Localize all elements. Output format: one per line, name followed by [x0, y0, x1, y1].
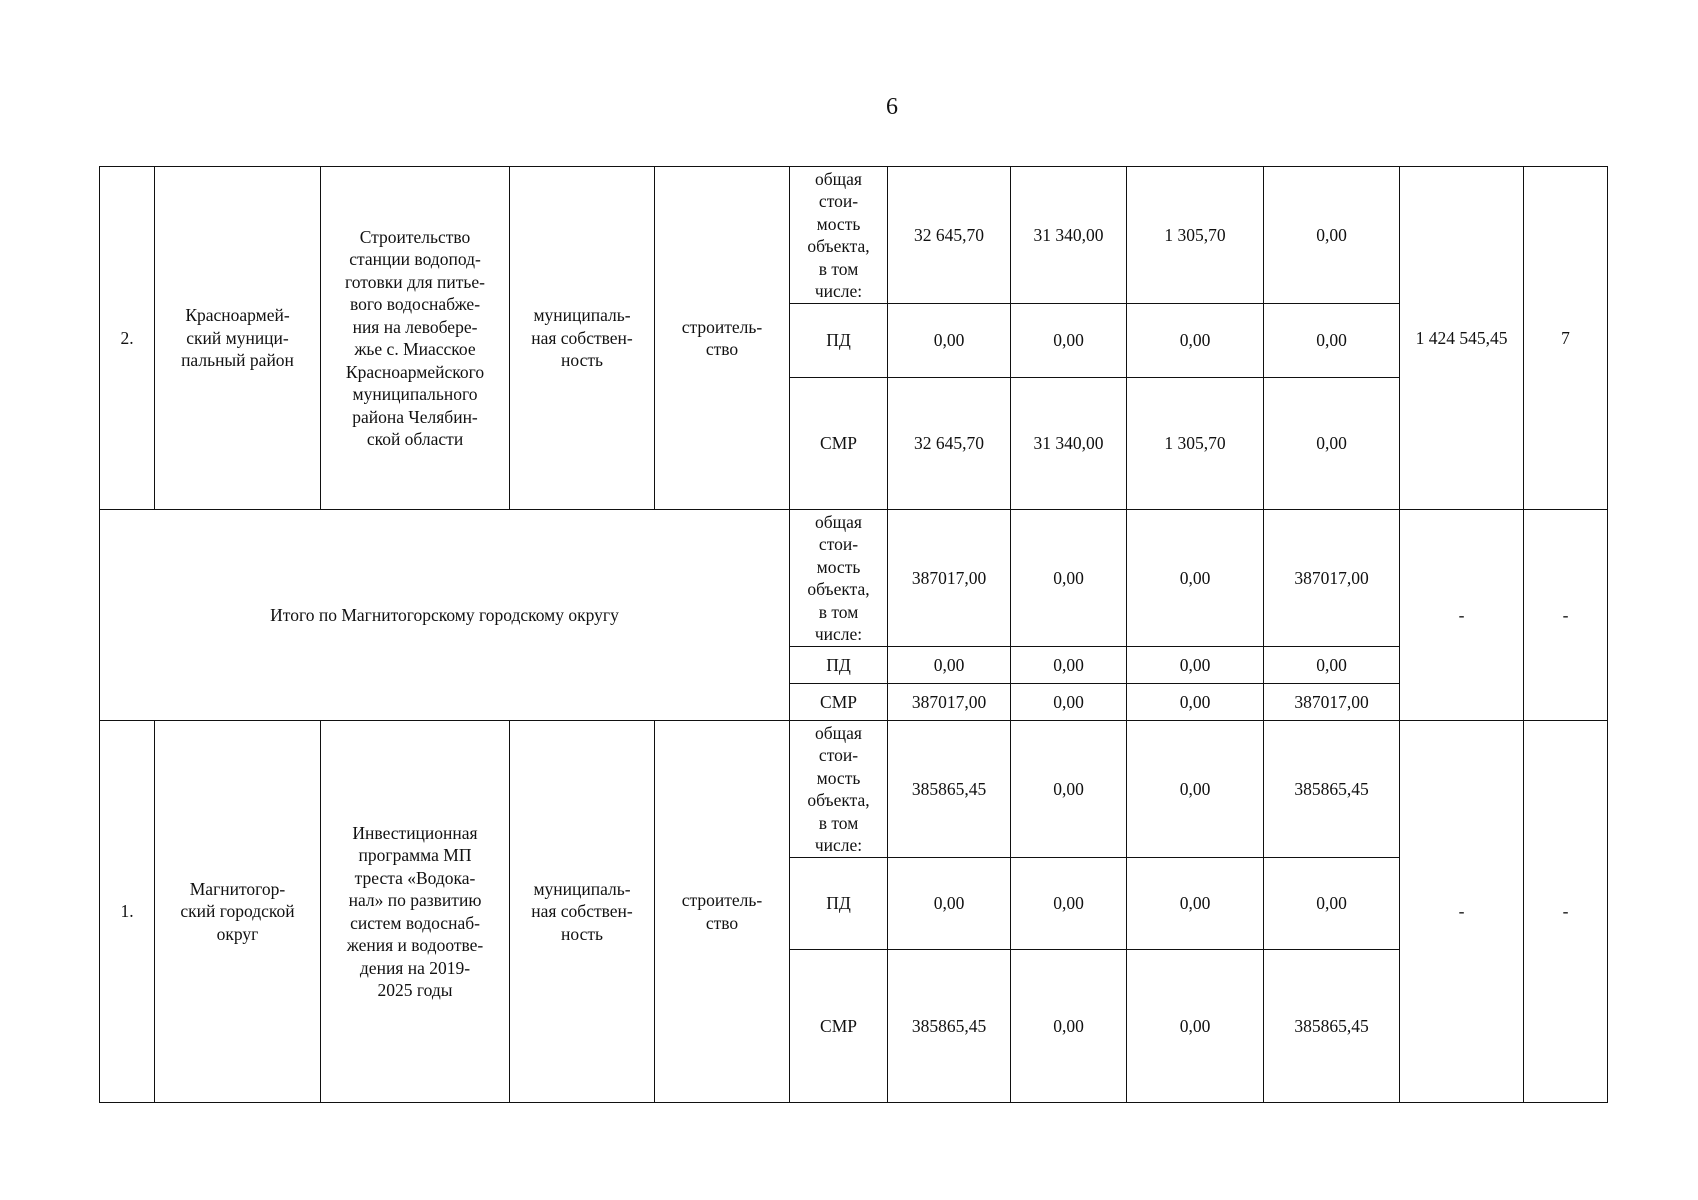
value-cell: 1 305,70 [1127, 167, 1264, 304]
object-name-cell: Строительство станции водопод- готовки для питье- вого водоснабже- ния на левобере- жье с. Миасское Красноармейского муниципального района Челябин- ской области [321, 167, 510, 510]
total-cell: - [1400, 721, 1524, 1103]
value-cell: 1 305,70 [1127, 378, 1264, 510]
value-cell: 0,00 [1264, 378, 1400, 510]
work-type-cell: строитель- ство [655, 721, 790, 1103]
value-cell: 0,00 [1011, 304, 1127, 378]
cost-kind-cell: СМР [790, 378, 888, 510]
table-row [100, 167, 1608, 304]
row-number: 2. [100, 167, 155, 510]
summary-label: Итого по Магнитогорскому городскому округу [100, 510, 790, 721]
value-cell: 0,00 [1011, 721, 1127, 858]
cost-kind-cell: СМР [790, 950, 888, 1103]
value-cell: 0,00 [1127, 684, 1264, 721]
value-cell: 387017,00 [888, 510, 1011, 647]
cost-kind-cell: ПД [790, 304, 888, 378]
object-name-cell: Инвестиционная программа МП треста «Водока- нал» по развитию систем водоснаб- жения и водоотве- дения на 2019- 2025 годы [321, 721, 510, 1103]
value-cell: 385865,45 [1264, 721, 1400, 858]
last-cell: - [1524, 510, 1608, 721]
cost-kind-cell: СМР [790, 684, 888, 721]
table-row [100, 510, 1608, 647]
last-cell: - [1524, 721, 1608, 1103]
municipality-cell: Магнитогор- ский городской округ [155, 721, 321, 1103]
municipality-cell: Красноармей- ский муници- пальный район [155, 167, 321, 510]
value-cell: 0,00 [888, 304, 1011, 378]
program-table [99, 166, 1608, 1103]
value-cell: 385865,45 [1264, 950, 1400, 1103]
value-cell: 385865,45 [888, 950, 1011, 1103]
table-row [100, 721, 1608, 858]
work-type-cell: строитель- ство [655, 167, 790, 510]
row-number: 1. [100, 721, 155, 1103]
cost-kind-cell: ПД [790, 858, 888, 950]
total-cell: 1 424 545,45 [1400, 167, 1524, 510]
value-cell: 31 340,00 [1011, 378, 1127, 510]
value-cell: 0,00 [888, 858, 1011, 950]
value-cell: 387017,00 [888, 684, 1011, 721]
value-cell: 0,00 [1011, 858, 1127, 950]
value-cell: 32 645,70 [888, 378, 1011, 510]
last-cell: 7 [1524, 167, 1608, 510]
value-cell: 0,00 [1011, 510, 1127, 647]
value-cell: 0,00 [1264, 647, 1400, 684]
value-cell: 0,00 [1127, 721, 1264, 858]
cost-kind-cell: общая стои- мость объекта, в том числе: [790, 167, 888, 304]
value-cell: 0,00 [1264, 304, 1400, 378]
value-cell: 385865,45 [888, 721, 1011, 858]
value-cell: 31 340,00 [1011, 167, 1127, 304]
value-cell: 32 645,70 [888, 167, 1011, 304]
value-cell: 0,00 [1127, 950, 1264, 1103]
value-cell: 387017,00 [1264, 684, 1400, 721]
cost-kind-cell: общая стои- мость объекта, в том числе: [790, 721, 888, 858]
ownership-cell: муниципаль- ная собствен- ность [510, 721, 655, 1103]
value-cell: 0,00 [1127, 510, 1264, 647]
value-cell: 0,00 [1127, 647, 1264, 684]
value-cell: 0,00 [1011, 647, 1127, 684]
value-cell: 0,00 [1127, 304, 1264, 378]
value-cell: 387017,00 [1264, 510, 1400, 647]
cost-kind-cell: общая стои- мость объекта, в том числе: [790, 510, 888, 647]
page-number: 6 [886, 94, 898, 120]
ownership-cell: муниципаль- ная собствен- ность [510, 167, 655, 510]
value-cell: 0,00 [888, 647, 1011, 684]
value-cell: 0,00 [1011, 950, 1127, 1103]
value-cell: 0,00 [1011, 684, 1127, 721]
value-cell: 0,00 [1264, 167, 1400, 304]
value-cell: 0,00 [1264, 858, 1400, 950]
total-cell: - [1400, 510, 1524, 721]
cost-kind-cell: ПД [790, 647, 888, 684]
value-cell: 0,00 [1127, 858, 1264, 950]
